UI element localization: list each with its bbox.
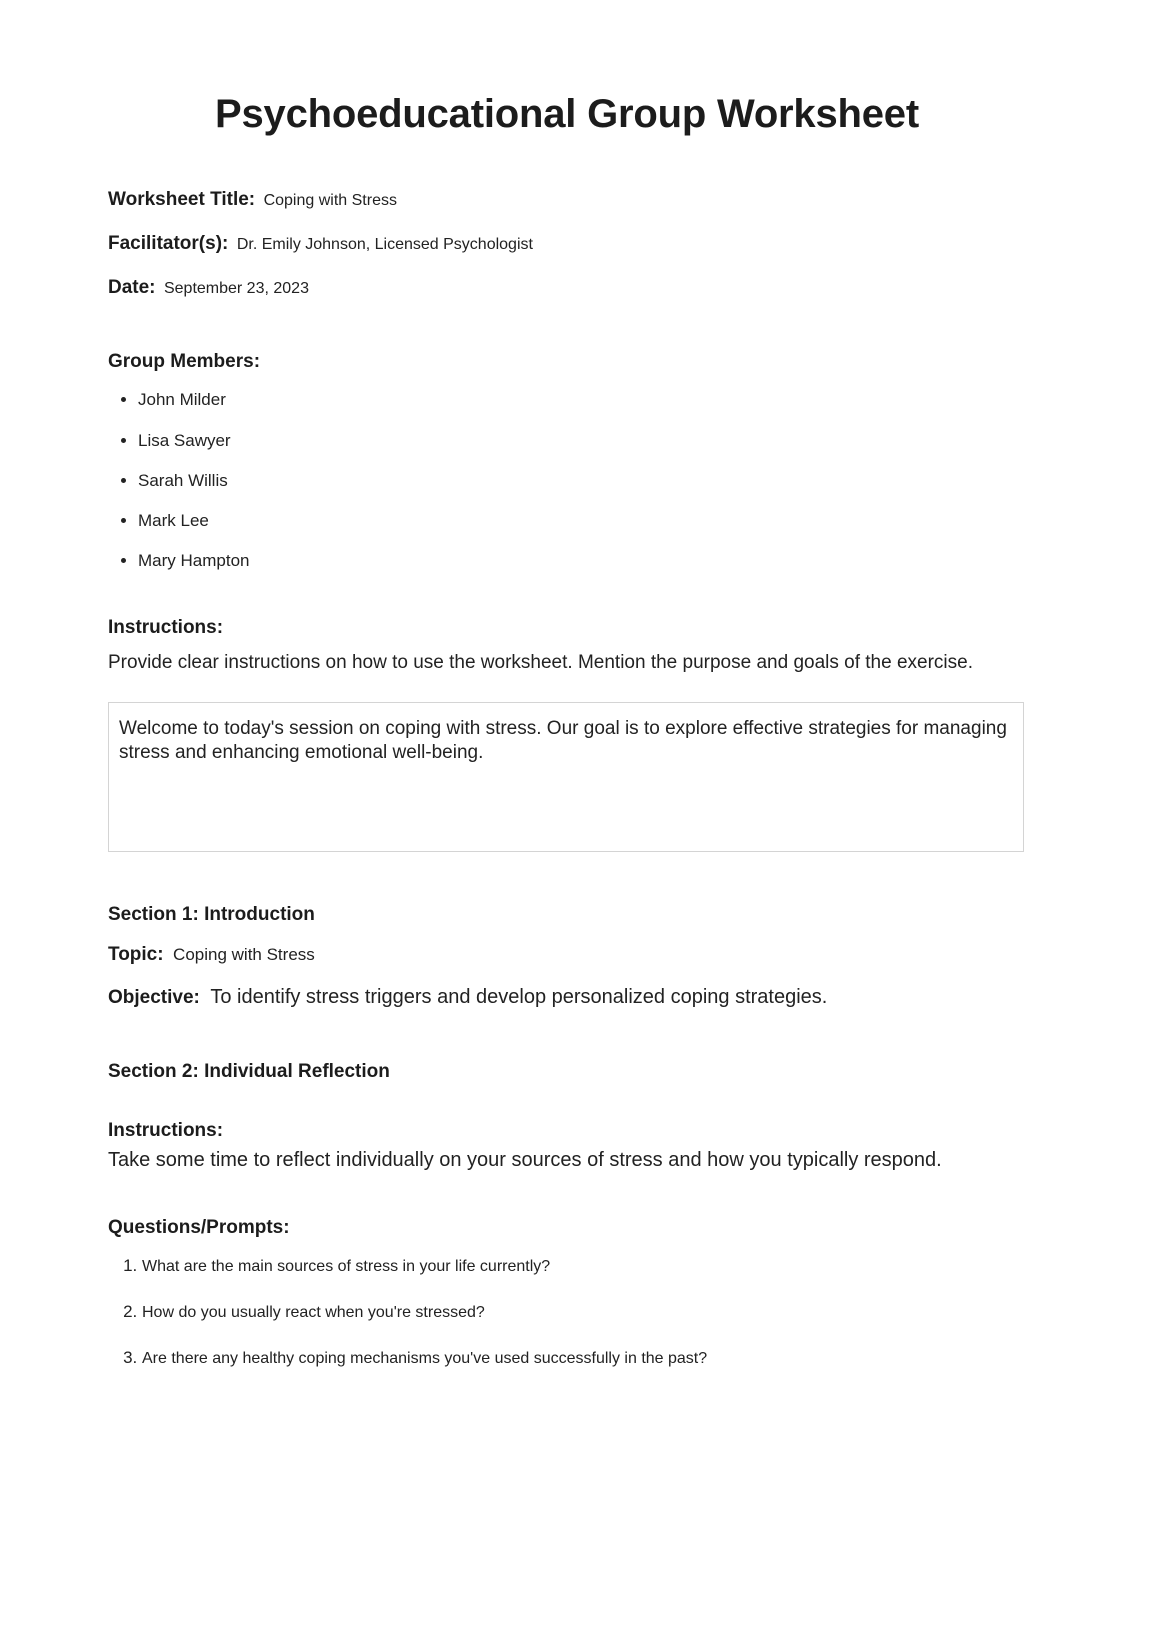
section1-heading: Section 1: Introduction bbox=[108, 903, 315, 925]
topic-value: Coping with Stress bbox=[173, 944, 315, 964]
group-members-list bbox=[108, 389, 1026, 571]
page-title: Psychoeducational Group Worksheet bbox=[215, 92, 919, 136]
section1-topic-row bbox=[108, 944, 1026, 967]
facilitators-label: Facilitator(s): bbox=[108, 232, 229, 254]
questions-prompts-list bbox=[108, 1255, 1026, 1369]
list-item: 3. Are there any healthy coping mechanisms you've used successfully in the past? bbox=[142, 1347, 1026, 1370]
list-item: • Sarah Willis bbox=[138, 470, 1026, 491]
section1-objective-row bbox=[108, 985, 1026, 1010]
worksheet-meta bbox=[108, 189, 1026, 299]
instructions-answer-text: Welcome to today's session on coping with stress. Our goal is to explore effective strategies for managing stress and enhancing emotional well-being. bbox=[119, 717, 1007, 764]
date-value: September 23, 2023 bbox=[163, 279, 309, 297]
date-label: Date: bbox=[108, 276, 156, 298]
page-content bbox=[108, 0, 1026, 1393]
worksheet-title-value: Coping with Stress bbox=[263, 192, 397, 209]
list-item: • Mark Lee bbox=[138, 510, 1026, 531]
list-item: • Mary Hampton bbox=[138, 550, 1026, 571]
objective-value: To identify stress triggers and develop personalized coping strategies. bbox=[210, 985, 828, 1008]
section2-heading: Section 2: Individual Reflection bbox=[108, 1061, 390, 1083]
objective-label: Objective: bbox=[108, 986, 200, 1008]
topic-label: Topic: bbox=[108, 943, 164, 965]
meta-row-date bbox=[108, 277, 1026, 300]
questions-prompts-heading: Questions/Prompts: bbox=[108, 1217, 290, 1239]
list-item: • Lisa Sawyer bbox=[138, 430, 1026, 451]
list-item: • John Milder bbox=[138, 389, 1026, 410]
worksheet-title-label: Worksheet Title: bbox=[108, 189, 256, 210]
instructions-heading: Instructions: bbox=[108, 616, 224, 638]
list-item: 2. How do you usually react when you're stressed? bbox=[142, 1301, 1026, 1324]
instructions-answer-box[interactable] bbox=[108, 702, 1024, 852]
facilitators-value: Dr. Emily Johnson, Licensed Psychologist bbox=[236, 235, 533, 253]
meta-row-worksheet-title bbox=[108, 189, 1026, 212]
instructions-description: Provide clear instructions on how to use the worksheet. Mention the purpose and goals of the exercise. bbox=[108, 651, 973, 673]
group-members-heading: Group Members: bbox=[108, 351, 261, 373]
list-item: 1. What are the main sources of stress in your life currently? bbox=[142, 1255, 1026, 1278]
section2-instructions-text: Take some time to reflect individually on your sources of stress and how you typically respond. bbox=[108, 1149, 942, 1172]
meta-row-facilitators bbox=[108, 233, 1026, 256]
section2-instructions-label: Instructions: bbox=[108, 1120, 224, 1142]
